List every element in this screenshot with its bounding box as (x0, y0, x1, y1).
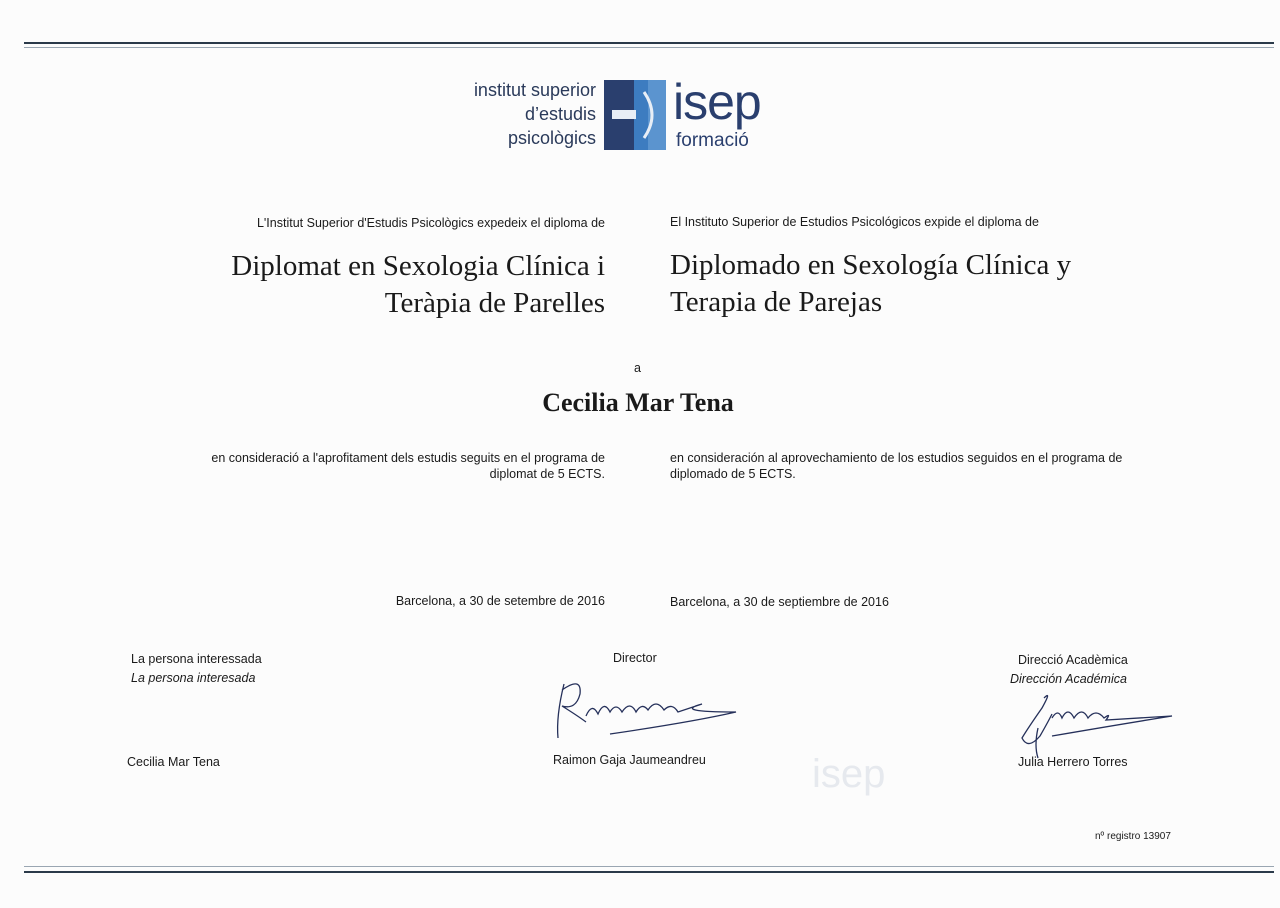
interested-label-es: La persona interesada (131, 671, 256, 685)
diploma-title-es-line: Terapia de Parejas (670, 286, 883, 318)
bottom-border-thin-rule (24, 866, 1274, 867)
interested-label-ca: La persona interessada (131, 652, 262, 666)
top-border-rule (24, 42, 1274, 44)
academic-name: Julia Herrero Torres (1018, 755, 1128, 769)
logo-institute-line: psicològics (507, 128, 596, 148)
academic-label-es: Dirección Académica (1010, 672, 1127, 686)
academic-signature-icon (1012, 688, 1182, 760)
logo-institute-name (474, 78, 596, 150)
logo-brand: isep (673, 74, 761, 130)
top-border-thin-rule (24, 47, 1274, 48)
interested-name: Cecilia Mar Tena (127, 755, 220, 769)
logo-institute-line: d’estudis (524, 104, 596, 124)
bottom-border-rule (24, 871, 1274, 873)
isep-watermark: isep (812, 752, 886, 796)
isep-logo-icon (604, 80, 666, 150)
recipient-connector: a (634, 361, 641, 375)
director-signature-icon (552, 676, 742, 746)
intro-ca: L'Institut Superior d'Estudis Psicològics expedeix el diploma de (256, 216, 605, 230)
diploma-title-ca (45, 248, 605, 322)
logo-institute-line: institut superior (473, 80, 596, 100)
intro-es: El Instituto Superior de Estudios Psicológicos expide el diploma de (670, 215, 1039, 229)
consideration-ca (45, 450, 605, 482)
date-ca: Barcelona, a 30 de setembre de 2016 (395, 594, 605, 608)
consideration-es-line: en consideración al aprovechamiento de los estudios seguidos en el programa de (670, 451, 1123, 465)
consideration-ca-line: diplomat de 5 ECTS. (489, 467, 605, 481)
logo-subtitle: formació (676, 130, 749, 151)
date-es: Barcelona, a 30 de septiembre de 2016 (670, 595, 889, 609)
consideration-ca-line: en consideració a l'aprofitament dels estudis seguits en el programa de (211, 451, 605, 465)
diploma-title-ca-line: Teràpia de Parelles (384, 287, 605, 319)
consideration-es-line: diplomado de 5 ECTS. (670, 467, 796, 481)
academic-label-ca: Direcció Acadèmica (1018, 653, 1128, 667)
registry-number: nº registro 13907 (1095, 831, 1171, 842)
diploma-title-es (670, 247, 1250, 321)
director-label: Director (613, 651, 657, 665)
diploma-title-es-line: Diplomado en Sexología Clínica y (670, 249, 1072, 281)
consideration-es (670, 450, 1230, 482)
director-name: Raimon Gaja Jaumeandreu (553, 753, 706, 767)
diploma-title-ca-line: Diplomat en Sexologia Clínica i (231, 250, 605, 282)
recipient-name: Cecilia Mar Tena (542, 388, 734, 417)
